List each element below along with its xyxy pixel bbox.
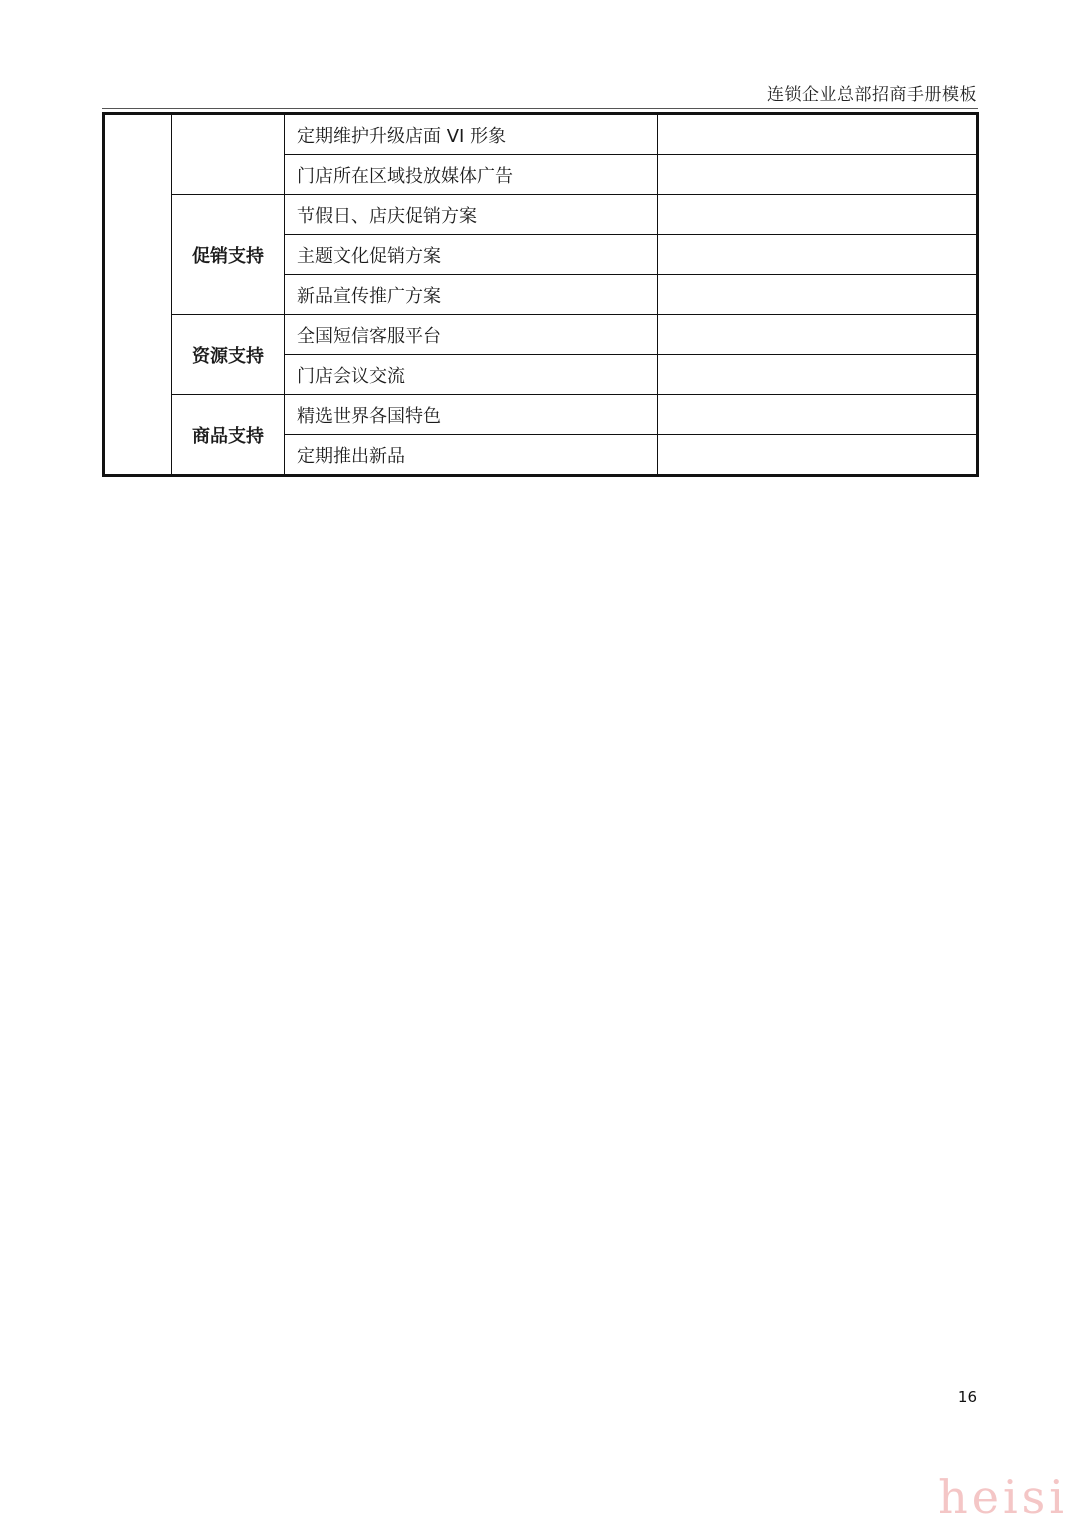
item-cell: 门店会议交流 — [285, 355, 658, 395]
header-divider — [102, 108, 978, 109]
watermark-text: heisi — [938, 1470, 1068, 1524]
item-cell: 门店所在区域投放媒体广告 — [285, 155, 658, 195]
group-label-promotion-support: 促销支持 — [172, 195, 285, 315]
notes-cell — [658, 235, 978, 275]
notes-cell — [658, 395, 978, 435]
item-cell: 定期推出新品 — [285, 435, 658, 476]
table-row — [104, 195, 978, 235]
item-cell: 主题文化促销方案 — [285, 235, 658, 275]
group-label-resource-support: 资源支持 — [172, 315, 285, 395]
item-cell: 节假日、店庆促销方案 — [285, 195, 658, 235]
notes-cell — [658, 315, 978, 355]
notes-cell — [658, 155, 978, 195]
notes-cell — [658, 435, 978, 476]
item-cell: 新品宣传推广方案 — [285, 275, 658, 315]
item-cell: 定期维护升级店面 VI 形象 — [285, 114, 658, 155]
table-row — [104, 395, 978, 435]
table-row — [104, 114, 978, 155]
notes-cell — [658, 355, 978, 395]
notes-cell — [658, 275, 978, 315]
group-label-product-support: 商品支持 — [172, 395, 285, 476]
page-number: 16 — [957, 1388, 977, 1406]
table-row — [104, 315, 978, 355]
group-label-cell-continued — [172, 114, 285, 195]
notes-cell — [658, 114, 978, 155]
item-cell: 精选世界各国特色 — [285, 395, 658, 435]
document-header-title: 连锁企业总部招商手册模板 — [767, 85, 977, 105]
support-table — [102, 112, 979, 477]
item-cell: 全国短信客服平台 — [285, 315, 658, 355]
category-cell-empty — [104, 114, 172, 476]
notes-cell — [658, 195, 978, 235]
